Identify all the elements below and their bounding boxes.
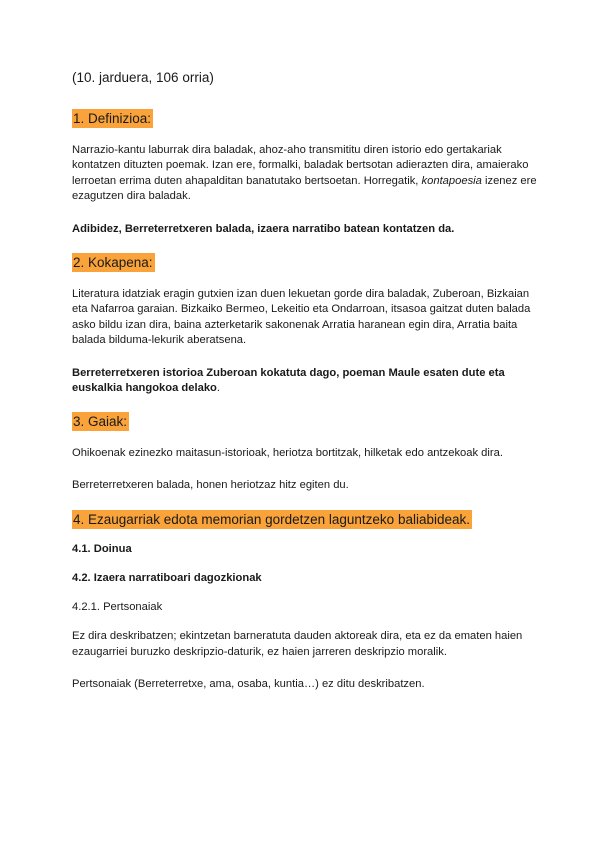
- section-1-heading-wrap: [72, 109, 542, 128]
- section-4-heading-wrap: [72, 510, 542, 529]
- section-1-italic-term: kontapoesia: [421, 174, 482, 187]
- subsection-4-1: 4.1. Doinua: [72, 543, 132, 556]
- subsection-4-2-1: 4.2.1. Pertsonaiak: [72, 601, 163, 614]
- section-1-text-b: izenez ere ezagutzen dira baladak.: [72, 174, 537, 203]
- document-page: [72, 70, 542, 709]
- section-1-text-a: Narrazio-kantu laburrak dira baladak, ahoz-aho transmititu diren istorio edo gertakariak kontatzen dituzten poemak. Izan ere, formalki, baladak bertsotan adierazten dira, amaierako lerroetan errima duten ahapalditan banatutako bertsoetan. Horregatik,: [72, 144, 529, 187]
- section-4-paragraph-2: Pertsonaiak (Berreterretxe, ama, osaba, kuntia…) ez ditu deskribatzen.: [72, 678, 425, 691]
- section-3-heading: 3. Gaiak:: [73, 414, 128, 430]
- section-3-paragraph-1: Ohikoenak ezinezko maitasun-istorioak, heriotza bortitzak, hilketak edo antzekoak dira.: [72, 447, 503, 460]
- section-2-heading: 2. Kokapena:: [73, 255, 153, 271]
- section-3-paragraph-2: Berreterretxeren balada, honen heriotzaz hitz egiten du.: [72, 478, 349, 491]
- section-3-heading-wrap: [72, 412, 542, 431]
- reference-line: (10. jarduera, 106 orria): [72, 70, 214, 85]
- section-2-example-end: .: [216, 382, 220, 395]
- section-2-heading-wrap: [72, 253, 542, 272]
- section-1-example: Adibidez, Berreterretxeren balada, izaera narratibo batean kontatzen da.: [72, 222, 455, 235]
- subsection-4-2: 4.2. Izaera narratiboari dagozkionak: [72, 572, 262, 585]
- section-4-paragraph-1: Ez dira deskribatzen; ekintzetan barneratuta dauden aktoreak dira, eta ez da ematen haien ezaugarriei buruzko deskripzio-daturik, ez haien jarreren deskripzio moralik.: [72, 630, 523, 658]
- section-4-heading: 4. Ezaugarriak edota memorian gordetzen laguntzeko baliabideak.: [73, 512, 470, 528]
- section-2-example-bold: Berreterretxeren istorioa Zuberoan kokatuta dago, poeman Maule esaten dute eta euskalkia hangokoa delako: [72, 366, 505, 395]
- section-1-heading: 1. Definizioa:: [73, 111, 152, 126]
- section-1-paragraph: [72, 143, 542, 205]
- section-2-paragraph: Literatura idatziak eragin gutxien izan duen lekuetan gorde dira baladak, Zuberoan, Bizkaian eta Nafarroa garaian. Bizkaiko Bermeo, Lekeitio eta Ondarroan, itsasoa gaitzat duten balada asko bildu izan dira, baina azterketarik sakonenak Arratia haranean egin dira, Arratia baita balada bilduma-lekurik aberatsena.: [72, 288, 531, 347]
- section-2-example: [72, 366, 542, 397]
